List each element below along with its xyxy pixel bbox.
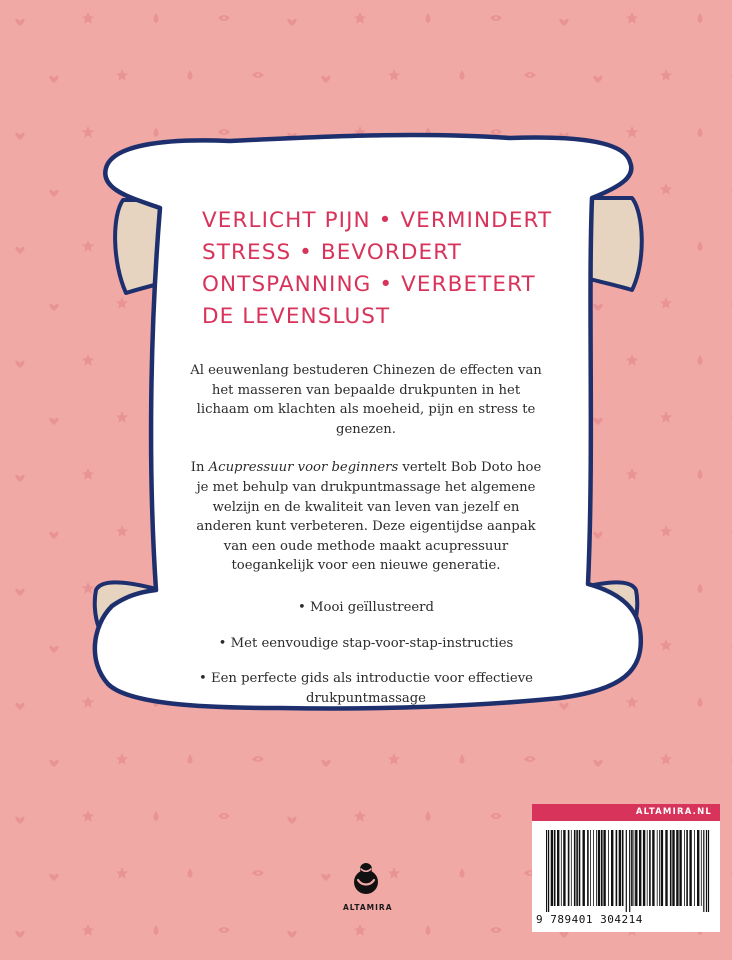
barcode-panel [532,804,720,932]
barcode-bar [557,830,559,906]
barcode-bar [649,830,651,906]
barcode-bar [568,830,570,906]
barcode-bar [601,830,603,906]
headline-line: DE LEVENSLUST [202,304,391,329]
barcode-bar [708,830,709,912]
barcode-bar [697,830,699,906]
list-item: • Een perfecte gids als introductie voor effectieve drukpuntmassage [199,671,533,706]
barcode-bar [639,830,641,906]
barcode-bar [608,830,609,906]
barcode-bar [611,830,613,906]
barcode-bar [593,830,594,906]
barcode-bar [619,830,621,906]
barcode-bar [706,830,707,912]
barcode-bar [661,830,663,906]
barcode-bar [629,830,630,912]
barcode-bar [590,830,591,906]
barcode-bar [548,830,549,912]
list-item: • Mooi geïllustreerd [298,599,434,615]
barcode-bar [652,830,654,906]
barcode-bar [672,830,674,906]
barcode-bar [676,830,678,906]
back-cover-text [188,205,553,708]
barcode-bar [686,830,688,906]
barcode-bar [603,830,605,906]
description-rest: vertelt Bob Doto hoe je met behulp van drukpuntmassage het algemene welzijn en de kwaliteit van leven van jezelf en anderen kunt verbeteren. Deze eigentijdse aanpak van een oude methode maakt acupressuur toegankelijk voor een nieuwe generatie. [196,460,542,574]
barcode-bar [587,830,589,906]
publisher-logo [343,862,393,912]
barcode-bar [563,830,565,906]
barcode-bar [571,830,572,906]
barcode-bar [583,830,585,906]
barcode-bar [616,830,618,906]
isbn-number: 9 789401 304214 [536,913,643,926]
barcode-bar [703,830,704,912]
barcode-bar [598,830,600,906]
description-lead: In [190,460,209,476]
publisher-name: ALTAMIRA [343,903,393,912]
barcode-bar [635,830,637,906]
barcode-bar [659,830,660,906]
barcode-bar [694,830,695,906]
barcode-bar [574,830,576,906]
publisher-website: ALTAMIRA.NL [532,804,720,821]
headline-line: ONTSPANNING • VERBETERT [202,272,536,297]
book-title: Acupressuur voor beginners [208,460,399,476]
headline [188,205,553,333]
barcode-bar [546,830,547,912]
barcode-bar [701,830,702,906]
barcode-bar [689,830,691,906]
barcode-bar [579,830,581,906]
barcode-bar [551,830,553,906]
barcode-bar [631,830,633,906]
feature-list [188,598,544,708]
barcode-bar [684,830,685,906]
description-paragraph [188,458,544,576]
barcode-bar [596,830,597,906]
barcode-bar [665,830,667,906]
barcode-bar [679,830,681,906]
barcode-bar [561,830,562,906]
list-item: • Met eenvoudige stap-voor-stap-instructies [218,635,514,651]
barcode-bar [657,830,658,906]
barcode-bar [670,830,672,906]
intro-paragraph: Al eeuwenlang bestuderen Chinezen de effecten van het masseren van bepaalde drukpunten in het lichaam om klachten als moeheid, pijn en stress te genezen. [190,363,542,437]
barcode-bar [647,830,648,906]
barcode-bar [643,830,645,906]
barcode-bar [622,830,624,906]
barcode-bar [634,830,635,906]
barcode [544,830,712,912]
headline-line: STRESS • BEVORDERT [202,240,462,265]
headline-line: VERLICHT PIJN • VERMINDERT [202,208,553,233]
altamira-logo-icon [351,862,381,896]
barcode-bar [554,830,556,906]
barcode-bar [576,830,578,906]
barcode-bar [626,830,627,912]
